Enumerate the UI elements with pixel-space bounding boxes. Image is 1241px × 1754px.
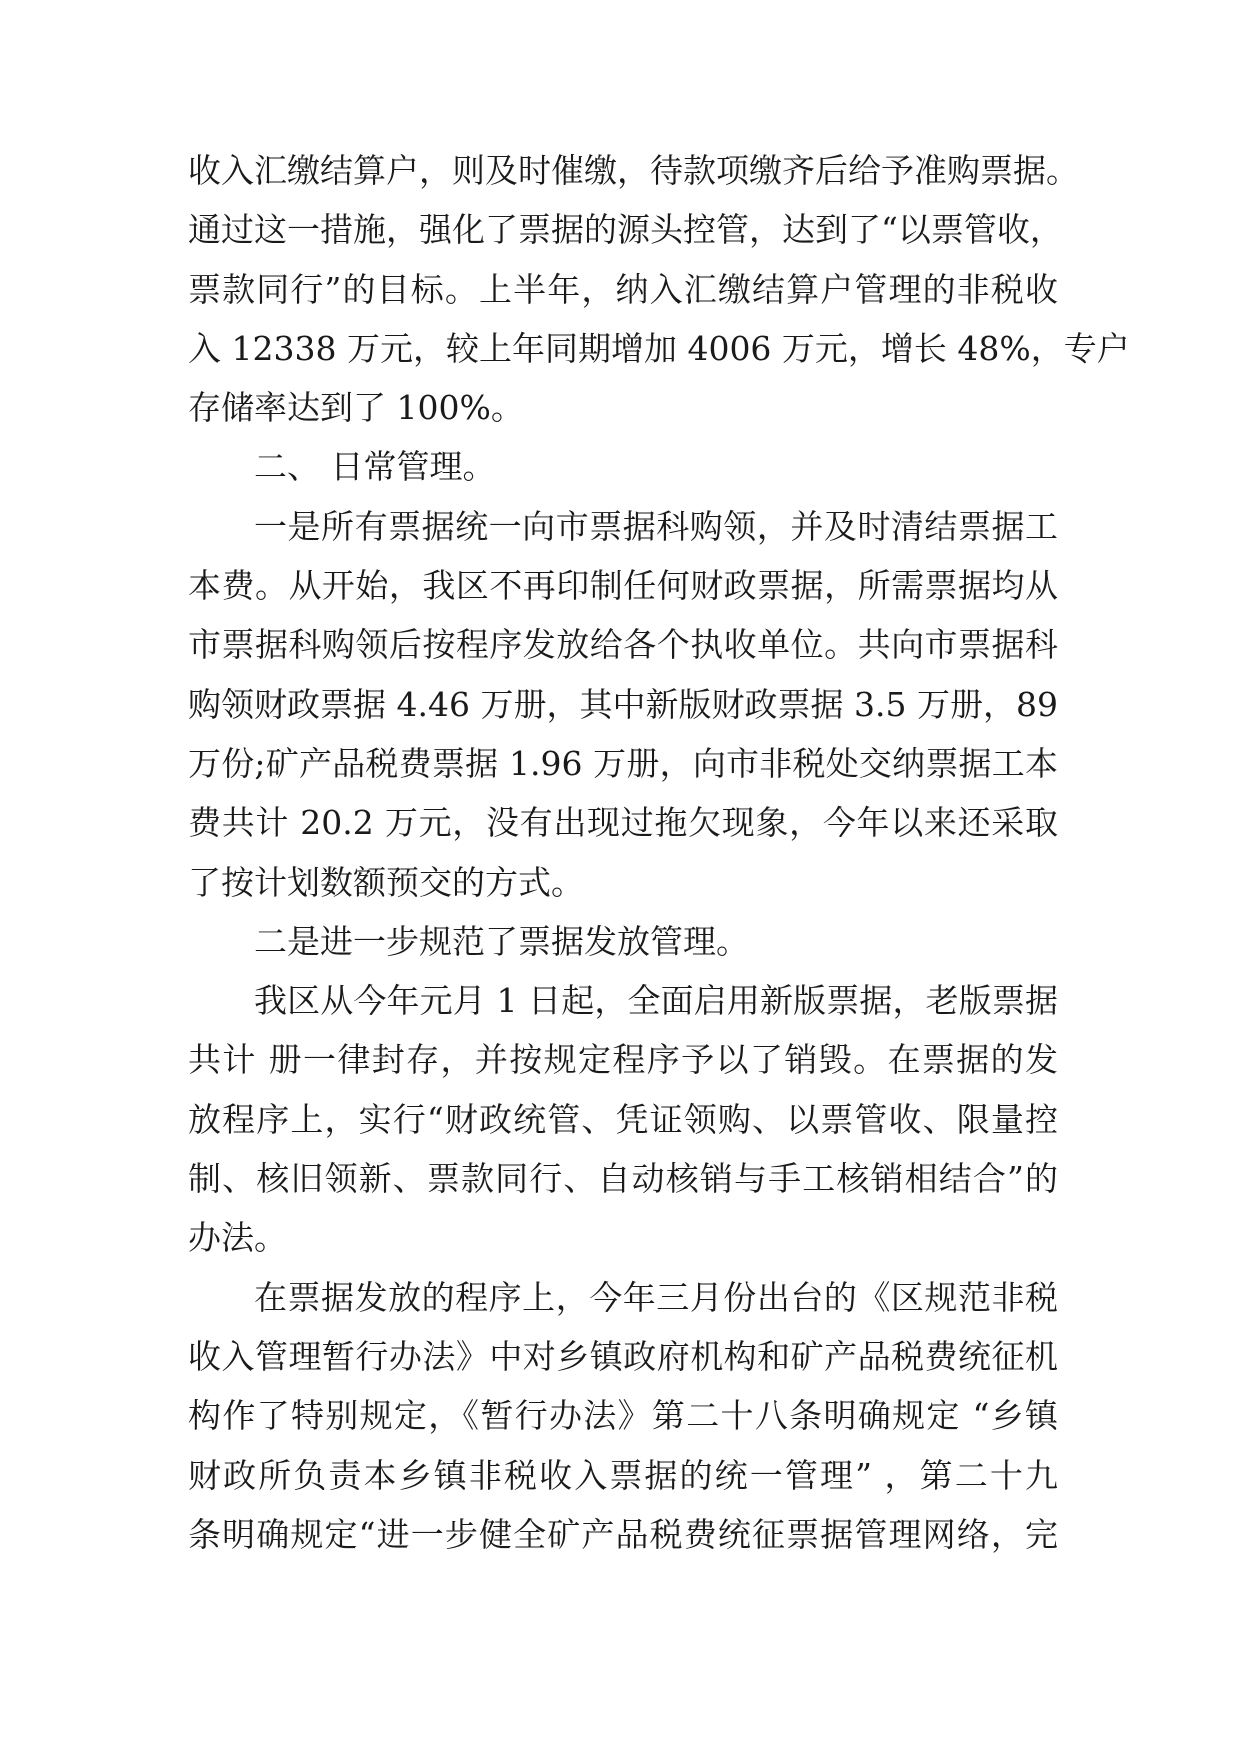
text-line: 放程序上，实行“财政统管、凭证领购、以票管收、限量控 <box>188 1099 1058 1139</box>
text-line: 存储率达到了 100%。 <box>188 388 524 428</box>
text-line: 通过这一措施，强化了票据的源头控管，达到了“以票管收， <box>188 210 1063 250</box>
text-line: 入 12338 万元，较上年同期增加 4006 万元，增长 48%，专户 <box>188 328 1130 368</box>
text-line: 收入汇缴结算户，则及时催缴，待款项缴齐后给予准购票据。 <box>188 151 1079 190</box>
text-line: 制、核旧领新、票款同行、自动核销与手工核销相结合”的 <box>188 1159 1058 1199</box>
text-line: 在票据发放的程序上，今年三月份出台的《区规范非税 <box>254 1277 1058 1317</box>
text-line: 构作了特别规定，《暂行办法》第二十八条明确规定 “乡镇 <box>188 1396 1058 1436</box>
text-line: 办法。 <box>188 1218 287 1258</box>
text-line: 条明确规定“进一步健全矿产品税费统征票据管理网络，完 <box>188 1514 1058 1554</box>
text-line: 购领财政票据 4.46 万册，其中新版财政票据 3.5 万册，89 <box>188 684 1058 724</box>
text-line: 我区从今年元月 1 日起，全面启用新版票据，老版票据 <box>254 981 1058 1021</box>
text-line: 费共计 20.2 万元，没有出现过拖欠现象，今年以来还采取 <box>188 803 1058 843</box>
text-line: 共计 册一律封存，并按规定程序予以了销毁。在票据的发 <box>188 1040 1058 1080</box>
text-line: 了按计划数额预交的方式。 <box>188 862 584 902</box>
text-line: 一是所有票据统一向市票据科购领，并及时清结票据工 <box>254 506 1058 546</box>
subsection-heading: 二是进一步规范了票据发放管理。 <box>254 921 749 961</box>
text-line: 收入管理暂行办法》中对乡镇政府机构和矿产品税费统征机 <box>188 1336 1058 1376</box>
text-line: 万份;矿产品税费票据 1.96 万册，向市非税处交纳票据工本 <box>188 743 1058 783</box>
text-line: 市票据科购领后按程序发放给各个执收单位。共向市票据科 <box>188 625 1058 665</box>
document-body <box>188 141 1130 1564</box>
text-line: 财政所负责本乡镇非税收入票据的统一管理” ，第二十九 <box>188 1455 1058 1495</box>
section-heading: 二、 日常管理。 <box>254 447 496 487</box>
text-line: 票款同行”的目标。上半年，纳入汇缴结算户管理的非税收 <box>188 269 1058 309</box>
text-line: 本费。从开始，我区不再印制任何财政票据，所需票据均从 <box>188 566 1058 606</box>
